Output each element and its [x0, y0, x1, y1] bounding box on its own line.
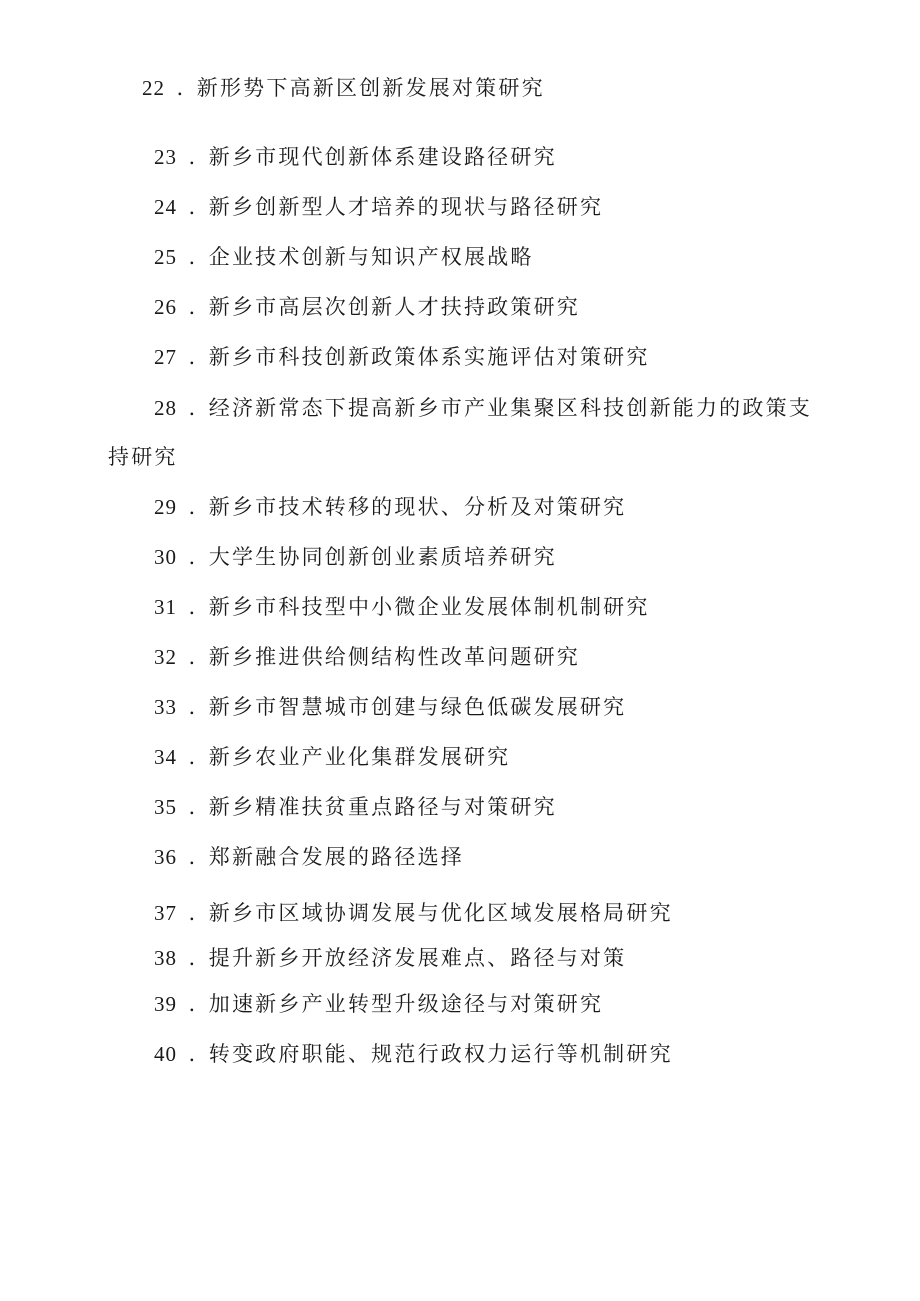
list-item — [154, 990, 603, 1018]
item-text: 郑新融合发展的路径选择 — [208, 845, 464, 869]
item-separator: . — [188, 795, 198, 819]
item-text: 新乡精准扶贫重点路径与对策研究 — [208, 795, 557, 819]
item-separator: . — [188, 145, 198, 169]
item-separator: . — [188, 946, 198, 970]
item-separator: . — [188, 695, 198, 719]
item-separator: . — [188, 345, 198, 369]
item-number: 40 — [154, 1042, 177, 1066]
list-item — [154, 293, 580, 321]
list-item — [154, 394, 812, 422]
item-separator: . — [188, 396, 198, 420]
item-number: 25 — [154, 245, 177, 269]
list-item — [154, 543, 557, 571]
item-separator: . — [188, 495, 198, 519]
item-number: 37 — [154, 901, 177, 925]
list-item — [154, 944, 626, 972]
item-number: 36 — [154, 845, 177, 869]
list-item — [154, 1040, 673, 1068]
item-number: 31 — [154, 595, 177, 619]
item-separator: . — [188, 992, 198, 1016]
item-text: 新乡推进供给侧结构性改革问题研究 — [208, 645, 580, 669]
list-item — [154, 593, 650, 621]
list-item — [154, 693, 626, 721]
item-text: 新乡市科技型中小微企业发展体制机制研究 — [208, 595, 650, 619]
item-text: 新乡创新型人才培养的现状与路径研究 — [208, 195, 604, 219]
item-number: 39 — [154, 992, 177, 1016]
item-text: 大学生协同创新创业素质培养研究 — [208, 545, 557, 569]
item-separator: . — [176, 76, 186, 100]
item-text: 提升新乡开放经济发展难点、路径与对策 — [208, 946, 627, 970]
list-item — [154, 643, 580, 671]
item-number: 26 — [154, 295, 177, 319]
item-separator: . — [188, 1042, 198, 1066]
item-text: 新乡市现代创新体系建设路径研究 — [208, 145, 557, 169]
item-separator: . — [188, 901, 198, 925]
item-separator: . — [188, 245, 198, 269]
list-item — [154, 743, 510, 771]
item-separator: . — [188, 295, 198, 319]
item-text: 转变政府职能、规范行政权力运行等机制研究 — [208, 1042, 673, 1066]
list-item — [154, 193, 603, 221]
item-number: 32 — [154, 645, 177, 669]
list-item — [142, 74, 545, 102]
list-item — [154, 843, 464, 871]
item-text: 新乡市智慧城市创建与绿色低碳发展研究 — [208, 695, 627, 719]
item-number: 30 — [154, 545, 177, 569]
item-number: 29 — [154, 495, 177, 519]
item-separator: . — [188, 195, 198, 219]
item-text: 新乡农业产业化集群发展研究 — [208, 745, 511, 769]
item-text: 新乡市科技创新政策体系实施评估对策研究 — [208, 345, 650, 369]
item-text: 经济新常态下提高新乡市产业集聚区科技创新能力的政策支 — [208, 396, 812, 420]
item-text: 新乡市技术转移的现状、分析及对策研究 — [208, 495, 627, 519]
item-number: 35 — [154, 795, 177, 819]
item-number: 24 — [154, 195, 177, 219]
list-item — [154, 343, 650, 371]
item-number: 27 — [154, 345, 177, 369]
item-number: 23 — [154, 145, 177, 169]
item-number: 38 — [154, 946, 177, 970]
item-text: 新形势下高新区创新发展对策研究 — [196, 76, 545, 100]
list-item — [154, 143, 557, 171]
list-item-continuation: 持研究 — [108, 445, 178, 469]
item-text: 企业技术创新与知识产权展战略 — [208, 245, 534, 269]
item-separator: . — [188, 595, 198, 619]
list-item — [154, 493, 626, 521]
item-separator: . — [188, 645, 198, 669]
item-text: 新乡市区域协调发展与优化区域发展格局研究 — [208, 901, 673, 925]
item-separator: . — [188, 545, 198, 569]
item-text: 加速新乡产业转型升级途径与对策研究 — [208, 992, 604, 1016]
list-item — [154, 793, 557, 821]
item-number: 28 — [154, 396, 177, 420]
item-text: 新乡市高层次创新人才扶持政策研究 — [208, 295, 580, 319]
list-item — [154, 243, 534, 271]
item-separator: . — [188, 845, 198, 869]
item-number: 33 — [154, 695, 177, 719]
item-number: 22 — [142, 76, 165, 100]
item-separator: . — [188, 745, 198, 769]
list-item — [154, 899, 673, 927]
item-number: 34 — [154, 745, 177, 769]
